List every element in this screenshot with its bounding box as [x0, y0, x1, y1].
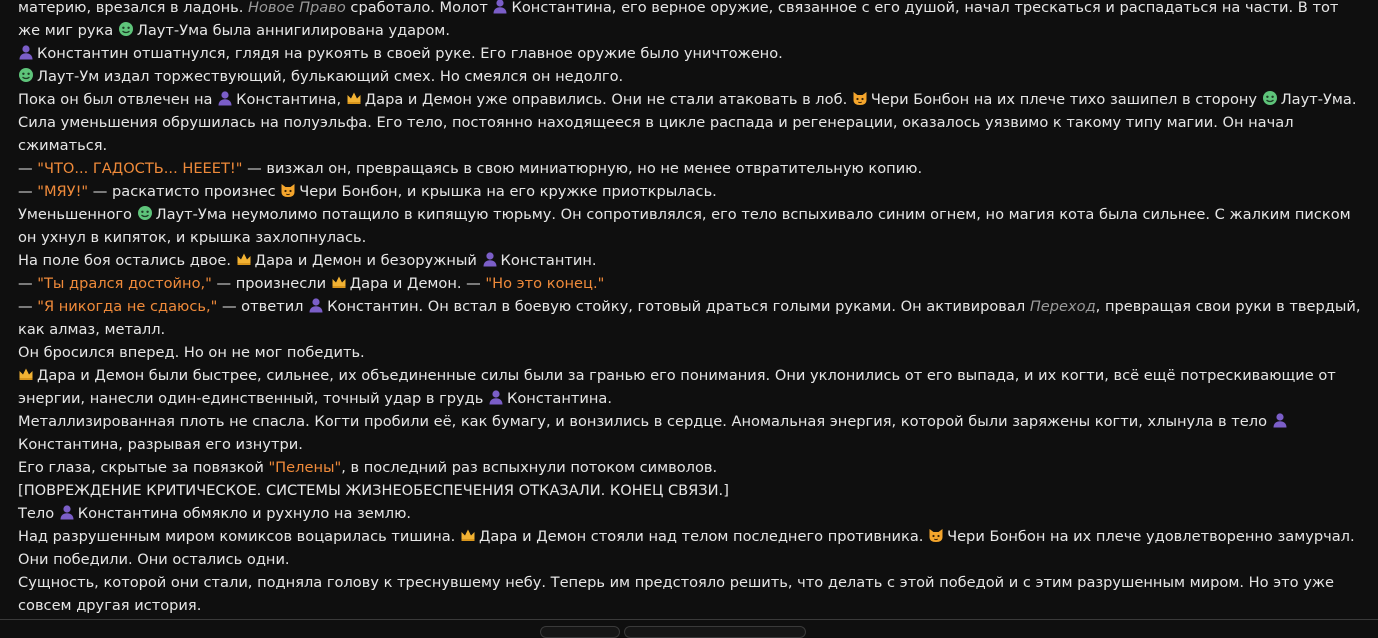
quoted-speech: "Но это конец." [485, 275, 605, 292]
italic-term: Новое Право [248, 0, 346, 16]
story-text: Дара и Демон уже оправились. Они не стали атаковать в лоб. [364, 91, 852, 108]
story-text: Чери Бонбон на их плече удовлетворенно замурчал. Они победили. Они остались одни. [18, 528, 1355, 568]
story-text: сработало. Молот [345, 0, 493, 16]
story-text: Он бросился вперед. Но он не мог победить. [18, 344, 365, 361]
story-text: Сущность, которой они стали, подняла голову к треснувшему небу. Теперь им предстояло решить, что делать с этой победой и с этим разрушенным миром. Но это уже совсем другая история. [18, 574, 1334, 614]
story-text: Лаут-Ум издал торжествующий, булькающий смех. Но смеялся он недолго. [37, 68, 624, 85]
story-text: — [18, 183, 38, 200]
crown-icon [18, 366, 34, 381]
crown-icon [460, 527, 476, 542]
user-purple-icon [217, 90, 233, 105]
quoted-speech: "Я никогда не сдаюсь," [37, 298, 218, 315]
story-text: Константина, [236, 91, 346, 108]
story-text: Тело [18, 505, 59, 522]
story-paragraph [18, 203, 1363, 249]
story-text: — произнесли [211, 275, 331, 292]
story-text: [ПОВРЕЖДЕНИЕ КРИТИЧЕСКОЕ. СИСТЕМЫ ЖИЗНЕОБЕСПЕЧЕНИЯ ОТКАЗАЛИ. КОНЕЦ СВЯЗИ.] [18, 482, 729, 499]
story-text: Константина. [507, 390, 612, 407]
user-purple-icon [488, 389, 504, 404]
story-text: Константин. Он встал в боевую стойку, готовый драться голыми руками. Он активировал [327, 298, 1030, 315]
italic-term: Переход [1029, 298, 1096, 315]
story-text: — [18, 275, 38, 292]
story-text: Над разрушенным миром комиксов воцарилась тишина. [18, 528, 460, 545]
story-text: Дара и Демон и безоружный [254, 252, 482, 269]
story-text: , превращая свои руки в твердый, как алмаз, металл. [18, 298, 1361, 338]
story-text: Металлизированная плоть не спасла. Когти пробили её, как бумагу, и вонзились в сердце. Аномальная энергия, которой были заряжены когти, хлынула в тело [18, 413, 1272, 430]
story-text: Дара и Демон. — [349, 275, 486, 292]
story-text: Уменьшенного [18, 206, 137, 223]
story-text: Константин. [500, 252, 597, 269]
cat-icon [852, 90, 868, 105]
crown-icon [236, 251, 252, 266]
quoted-speech: "ЧТО... ГАДОСТЬ... НЕЕЕТ!" [37, 160, 243, 177]
story-text: На поле боя остались двое. [18, 252, 236, 269]
bottom-tab[interactable] [624, 626, 806, 638]
story-paragraph [18, 180, 1363, 203]
story-text: — визжал он, превращаясь в свою миниатюрную, но не менее отвратительную копию. [242, 160, 923, 177]
story-text: , в последний раз вспыхнули потоком символов. [341, 459, 718, 476]
story-text: материю, врезался в ладонь. [18, 0, 249, 16]
story-paragraph [18, 479, 1363, 502]
story-text: Лаут-Ума была аннигилирована ударом. [136, 22, 450, 39]
crown-icon [331, 274, 347, 289]
cat-icon [928, 527, 944, 542]
quoted-speech: "Ты дрался достойно," [37, 275, 212, 292]
story-paragraph [18, 157, 1363, 180]
story-text: Константина, разрывая его изнутри. [18, 436, 303, 453]
green-face-icon [18, 67, 34, 82]
user-purple-icon [59, 504, 75, 519]
bottom-tab[interactable] [540, 626, 620, 638]
story-paragraph [18, 456, 1363, 479]
story-text: Лаут-Ума неумолимо потащило в кипящую тюрьму. Он сопротивлялся, его тело вспыхивало синим огнем, но магия кота была сильнее. С жалким писком он ухнул в кипяток, и крышка захлопнулась. [18, 206, 1351, 246]
story-paragraph [18, 65, 1363, 88]
story-text: Константина обмякло и рухнуло на землю. [77, 505, 412, 522]
story-text: Чери Бонбон, и крышка на его кружке приоткрылась. [299, 183, 717, 200]
user-purple-icon [18, 44, 34, 59]
story-text: Лаут-Ума. Сила уменьшения обрушилась на полуэльфа. Его тело, постоянно находящееся в цикле распада и регенерации, оказалось уязвимо к такому типу магии. Он начал сжиматься. [18, 91, 1357, 154]
story-paragraph [18, 42, 1363, 65]
green-face-icon [118, 21, 134, 36]
story-text: Константин отшатнулся, глядя на рукоять в своей руке. Его главное оружие было уничтожено. [37, 45, 783, 62]
story-text: Его глаза, скрытые за повязкой [18, 459, 269, 476]
user-purple-icon [492, 0, 508, 13]
story-paragraph [18, 502, 1363, 525]
story-paragraph [18, 571, 1363, 617]
story-paragraph [18, 0, 1363, 42]
green-face-icon [1262, 90, 1278, 105]
story-text: Дара и Демон были быстрее, сильнее, их объединенные силы были за гранью его понимания. Они уклонились от его выпада, и их когти, всё ещё потрескивающие от энергии, нанесли один-единственный, точный удар в грудь [18, 367, 1336, 407]
story-paragraph [18, 295, 1363, 341]
story-text: — раскатисто произнес [88, 183, 281, 200]
story-text: Константина, его верное оружие, связанное с его душой, начал трескаться и распадаться на части. В тот же миг рука [18, 0, 1339, 39]
story-paragraph [18, 364, 1363, 410]
quoted-speech: "Пелены" [268, 459, 342, 476]
story-text: Дара и Демон стояли над телом последнего противника. [478, 528, 929, 545]
story-text: Чери Бонбон на их плече тихо зашипел в сторону [870, 91, 1262, 108]
crown-icon [346, 90, 362, 105]
story-text: Пока он был отвлечен на [18, 91, 218, 108]
green-face-icon [137, 205, 153, 220]
story-text: — ответил [217, 298, 309, 315]
story-paragraph [18, 249, 1363, 272]
user-purple-icon [482, 251, 498, 266]
quoted-speech: "МЯУ!" [37, 183, 89, 200]
story-paragraph [18, 88, 1363, 157]
story-text: — [18, 298, 38, 315]
story-paragraph [18, 272, 1363, 295]
cat-icon [280, 182, 296, 197]
chat-message-story [18, 0, 1363, 617]
story-text: — [18, 160, 38, 177]
user-purple-icon [308, 297, 324, 312]
user-purple-icon [1272, 412, 1288, 427]
story-paragraph [18, 410, 1363, 456]
story-paragraph [18, 525, 1363, 571]
story-paragraph [18, 341, 1363, 364]
